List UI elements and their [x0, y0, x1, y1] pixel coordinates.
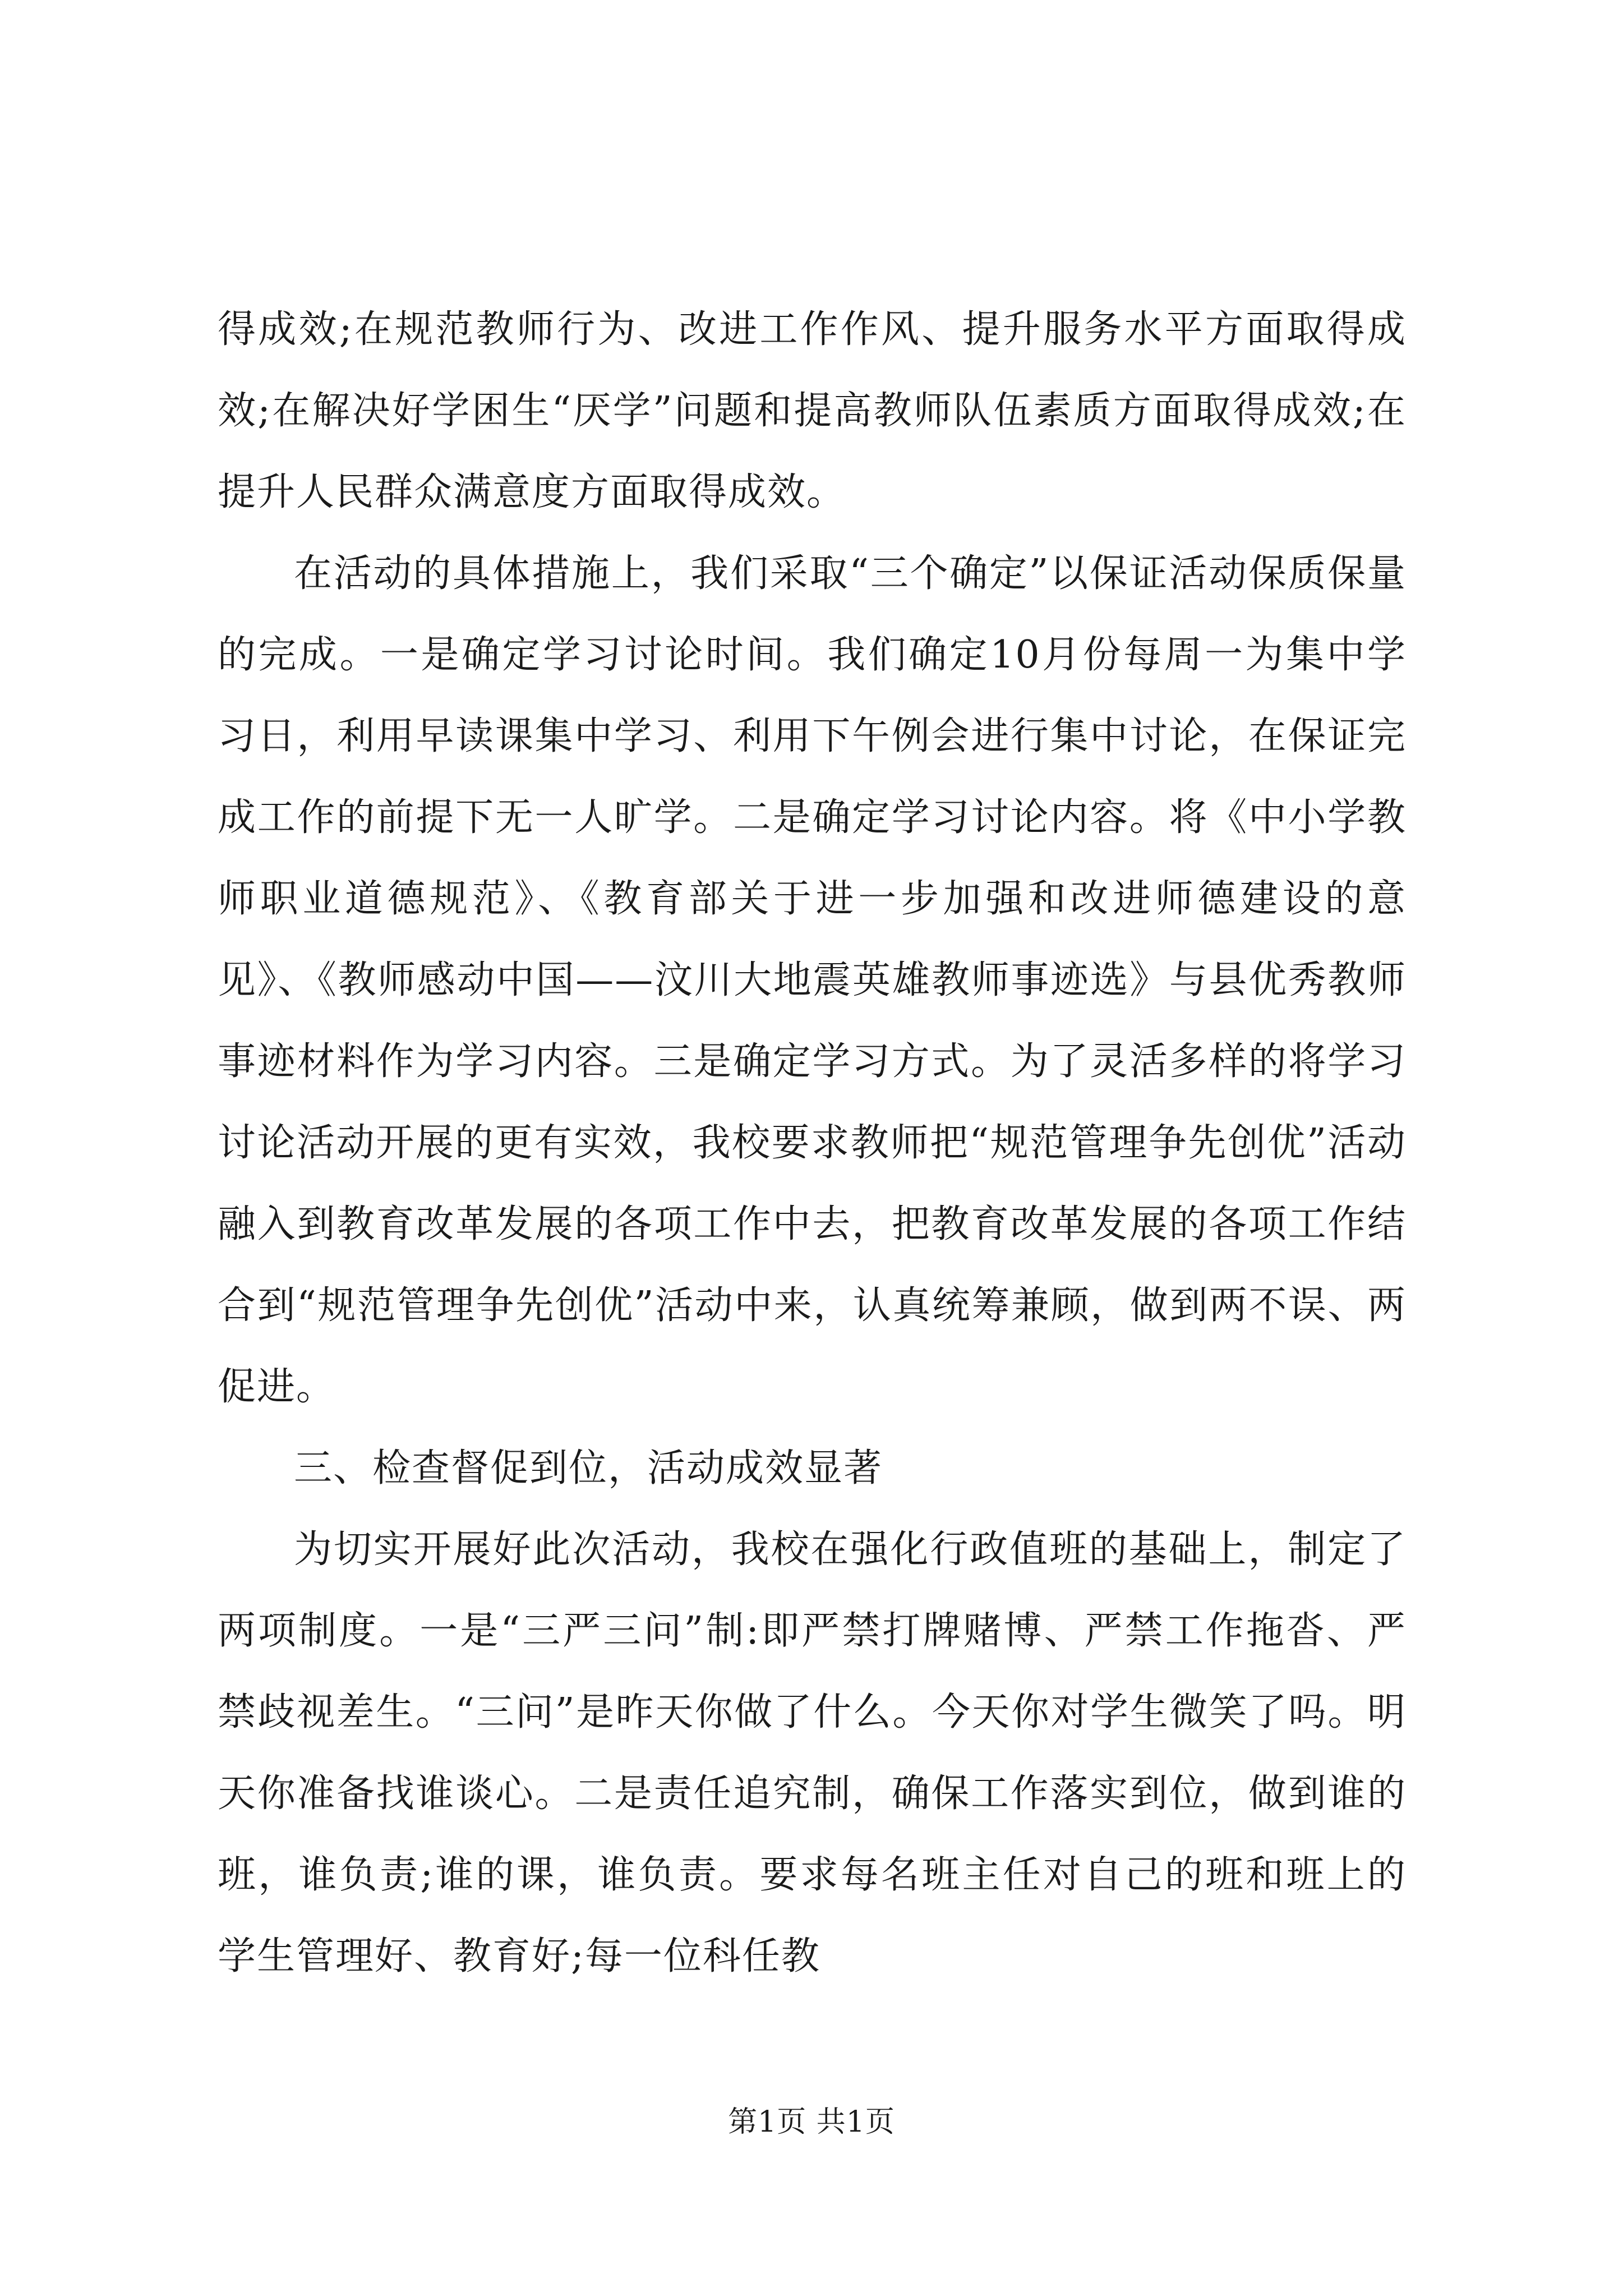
paragraph-4: 为切实开展好此次活动，我校在强化行政值班的基础上，制定了两项制度。一是“三严三问”制:即严禁打牌赌博、严禁工作拖沓、严禁歧视差生。“三问”是昨天你做了什么。今天你对学生微笑了吗。明天你准备找谁谈心。二是责任追究制，确保工作落实到位，做到谁的班，谁负责;谁的课，谁负责。要求每名班主任对自己的班和班上的学生管理好、教育好;每一位科任教 — [218, 1527, 1407, 1978]
paragraph-1: 得成效;在规范教师行为、改进工作作风、提升服务水平方面取得成效;在解决好学困生“厌学”问题和提高教师队伍素质方面取得成效;在提升人民群众满意度方面取得成效。 — [218, 307, 1407, 514]
page-footer: 第1页 共1页 — [728, 2105, 895, 2139]
paragraph-2: 在活动的具体措施上，我们采取“三个确定”以保证活动保质保量的完成。一是确定学习讨论时间。我们确定10月份每周一为集中学习日，利用早读课集中学习、利用下午例会进行集中讨论，在保证完成工作的前提下无一人旷学。二是确定学习讨论内容。将《中小学教师职业道德规范》、《教育部关于进一步加强和改进师德建设的意见》、《教师感动中国——汶川大地震英雄教师事迹选》与县优秀教师事迹材料作为学习内容。三是确定学习方式。为了灵活多样的将学习讨论活动开展的更有实效，我校要求教师把“规范管理争先创优”活动融入到教育改革发展的各项工作中去，把教育改革发展的各项工作结合到“规范管理争先创优”活动中来，认真统筹兼顾，做到两不误、两促进。 — [218, 551, 1407, 1409]
document-body — [218, 289, 1407, 1997]
section-heading-3: 三、检查督促到位，活动成效显著 — [294, 1446, 883, 1490]
